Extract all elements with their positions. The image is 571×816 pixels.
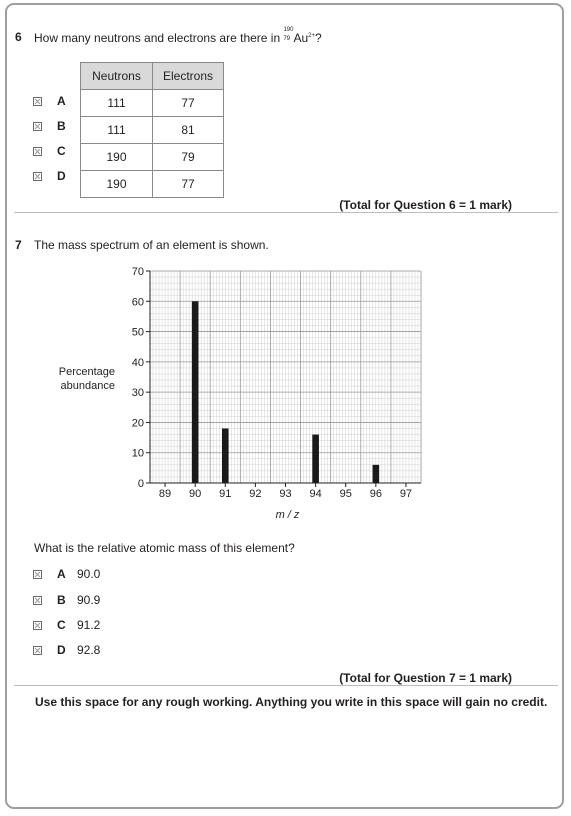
q7-option-b[interactable]: [33, 593, 100, 607]
rough-working-instruction: Use this space for any rough working. Anything you write in this space will gain no credit.: [35, 695, 548, 709]
isotope-symbol: Au: [293, 31, 309, 45]
option-letter: B: [57, 593, 66, 607]
isotope-charge: 2+: [308, 33, 315, 39]
checkbox-q7-c[interactable]: [33, 621, 42, 630]
bar-96: [373, 465, 380, 483]
bar-94: [312, 435, 319, 483]
header-neutrons: Neutrons: [81, 63, 153, 90]
question-7-question: What is the relative atomic mass of this element?: [34, 541, 295, 555]
bar-91: [222, 428, 229, 483]
y-tick-label: 60: [131, 296, 144, 309]
checkbox-q7-d[interactable]: [33, 646, 42, 655]
chart-x-ticks: [159, 483, 412, 500]
option-letter: C: [57, 618, 66, 632]
question-7-total: (Total for Question 7 = 1 mark): [339, 671, 512, 685]
option-value: 90.9: [77, 593, 101, 607]
isotope-mass: 190: [283, 27, 294, 33]
question-7-number: 7: [15, 238, 22, 252]
neutrons-cell: 111: [81, 117, 153, 144]
electrons-cell: 77: [153, 90, 224, 117]
x-tick-label: 95: [339, 488, 352, 500]
y-axis-label-line: Percentage: [58, 366, 115, 378]
y-tick-label: 30: [131, 387, 144, 400]
neutrons-cell: 111: [81, 90, 153, 117]
y-tick-label: 10: [131, 447, 144, 460]
y-tick-label: 50: [131, 326, 144, 339]
x-tick-label: 90: [189, 488, 202, 500]
neutrons-cell: 190: [81, 171, 153, 198]
option-letter: A: [57, 567, 66, 581]
option-letter: D: [57, 643, 66, 657]
option-value: 91.2: [77, 618, 101, 632]
question-7-text: The mass spectrum of an element is shown.: [34, 238, 269, 252]
electrons-cell: 77: [153, 171, 224, 198]
q7-option-a[interactable]: [33, 567, 100, 581]
y-axis-label: [59, 366, 115, 392]
checkbox-q7-a[interactable]: [33, 570, 42, 579]
electrons-cell: 79: [153, 144, 224, 171]
option-letter: C: [57, 144, 66, 158]
q7-option-d[interactable]: [33, 643, 100, 657]
isotope-atomic-number: 79: [283, 36, 291, 42]
y-tick-label: 70: [131, 266, 144, 278]
option-value: 92.8: [77, 643, 101, 657]
bar-90: [192, 301, 199, 483]
x-tick-label: 97: [399, 488, 413, 500]
y-tick-label: 40: [131, 356, 144, 369]
option-letter: D: [57, 169, 66, 183]
x-tick-label: 93: [279, 488, 292, 500]
checkbox-q7-b[interactable]: [33, 596, 42, 605]
x-tick-label: 89: [158, 488, 172, 500]
electrons-cell: 81: [153, 117, 224, 144]
question-6-text-before: How many neutrons and electrons are there in: [34, 31, 284, 45]
divider: [14, 685, 558, 686]
option-value: 90.0: [77, 567, 101, 581]
y-axis-label-line: abundance: [60, 380, 115, 392]
x-tick-label: 94: [309, 488, 322, 500]
question-6-total: (Total for Question 6 = 1 mark): [339, 198, 512, 212]
question-6-number: 6: [15, 30, 22, 44]
x-tick-label: 91: [219, 488, 232, 500]
q7-option-c[interactable]: [33, 618, 100, 632]
question-6-text-after: ?: [315, 31, 322, 45]
x-tick-label: 92: [249, 488, 262, 500]
chart-minor-grid: [150, 271, 421, 483]
chart-y-ticks: [132, 266, 150, 490]
y-tick-label: 20: [131, 417, 144, 430]
x-axis-label: m / z: [275, 509, 300, 521]
option-letter: A: [57, 94, 66, 108]
header-electrons: Electrons: [153, 63, 224, 90]
option-letter: B: [57, 119, 66, 133]
y-tick-label: 0: [137, 478, 144, 490]
x-tick-label: 96: [369, 488, 382, 500]
neutrons-cell: 190: [81, 144, 153, 171]
